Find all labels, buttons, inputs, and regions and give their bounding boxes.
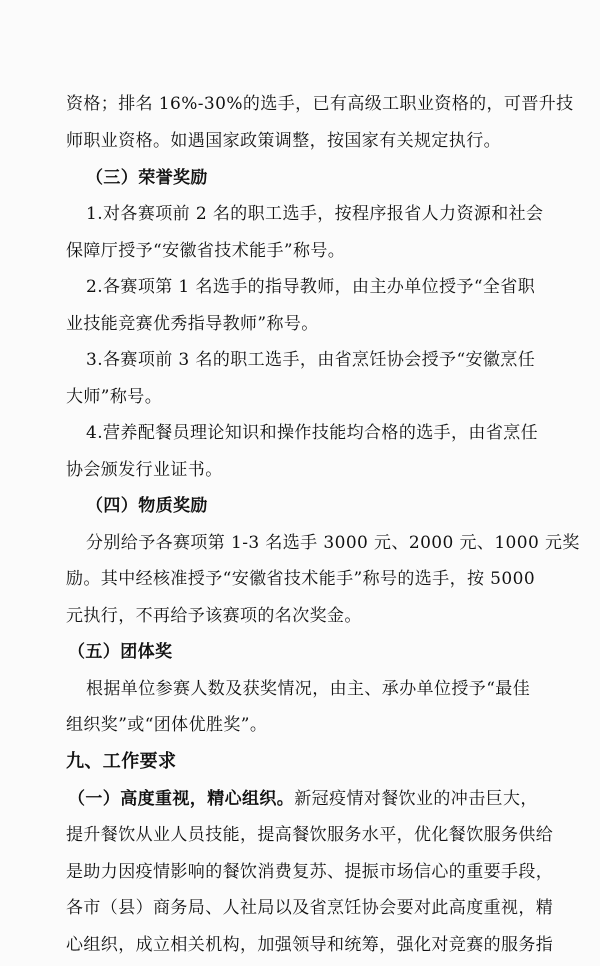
- section-heading-material: （四）物质奖励: [86, 496, 208, 516]
- text-line: 1.对各赛项前 2 名的职工选手，按程序报省人力资源和社会: [86, 204, 544, 224]
- text-segment: 新冠疫情对餐饮业的冲击巨大，: [294, 789, 538, 809]
- text-line: 分别给予各赛项第 1-3 名选手 3000 元、2000 元、1000 元奖: [86, 533, 580, 553]
- text-line: 元执行，不再给予该赛项的名次奖金。: [66, 606, 362, 626]
- text-line: 心组织，成立相关机构，加强领导和统筹，强化对竞赛的服务指: [66, 935, 554, 955]
- chapter-heading-work-requirements: 九、工作要求: [66, 751, 177, 772]
- text-line: 4.营养配餐员理论知识和操作技能均合格的选手，由省烹任: [86, 423, 539, 443]
- text-line: 提升餐饮从业人员技能，提高餐饮服务水平，优化餐饮服务供给: [66, 825, 554, 845]
- text-line: 是助力因疫情影响的餐饮消费复苏、提振市场信心的重要手段，: [66, 862, 554, 882]
- text-line: 各市（县）商务局、人社局以及省烹饪协会要对此高度重视，精: [66, 898, 554, 918]
- text-line: 大师”称号。: [66, 387, 163, 407]
- text-line: 根据单位参赛人数及获奖情况，由主、承办单位授予“最佳: [86, 679, 531, 699]
- text-line: 资格；排名 16%-30%的选手，已有高级工职业资格的，可晋升技: [66, 94, 574, 114]
- section-heading-honor: （三）荣誉奖励: [86, 168, 208, 188]
- section-heading-team: （五）团体奖: [68, 642, 173, 662]
- text-line: 师职业资格。如遇国家政策调整，按国家有关规定执行。: [66, 131, 501, 151]
- text-line: 业技能竞赛优秀指导教师”称号。: [66, 314, 319, 334]
- bold-lead: （一）高度重视，精心组织。: [68, 789, 295, 809]
- text-line: 协会颁发行业证书。: [66, 460, 223, 480]
- text-line: 组织奖”或“团体优胜奖”。: [66, 715, 268, 735]
- text-line: 保障厅授予“安徽省技术能手”称号。: [66, 241, 346, 261]
- text-line: 励。其中经核准授予“安徽省技术能手”称号的选手，按 5000: [66, 569, 536, 589]
- text-line: [68, 788, 538, 810]
- text-line: 3.各赛项前 3 名的职工选手，由省烹饪协会授予“安徽烹任: [86, 350, 536, 370]
- text-line: 2.各赛项第 1 名选手的指导教师，由主办单位授予“全省职: [86, 277, 536, 297]
